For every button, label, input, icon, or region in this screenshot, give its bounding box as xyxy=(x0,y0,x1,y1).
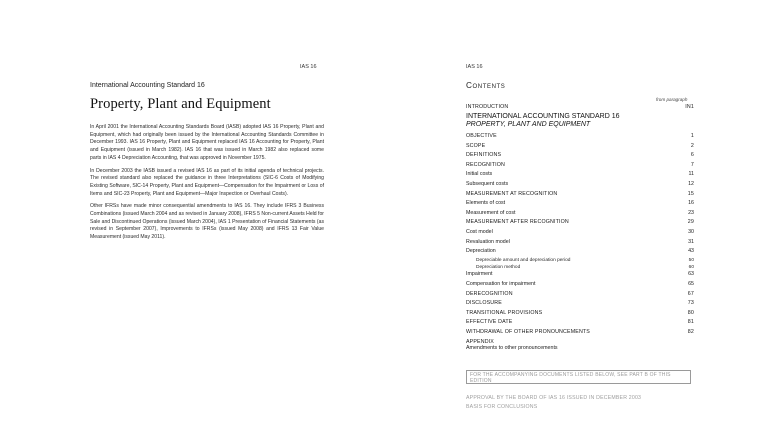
toc-label: Depreciation method xyxy=(476,264,521,270)
toc-paragraph: 65 xyxy=(688,280,694,287)
table-of-contents xyxy=(466,104,694,351)
toc-item[interactable] xyxy=(466,200,694,210)
toc-label: INTRODUCTION xyxy=(466,104,509,110)
toc-paragraph: 7 xyxy=(690,161,694,168)
toc-label: OBJECTIVE xyxy=(466,133,497,139)
toc-paragraph: 16 xyxy=(688,200,694,207)
toc-item-introduction[interactable] xyxy=(466,104,694,110)
toc-appendix-label[interactable]: APPENDIX xyxy=(466,339,494,346)
standard-heading-line-2: PROPERTY, PLANT AND EQUIPMENT xyxy=(466,121,591,128)
toc-label: Elements of cost xyxy=(466,200,506,207)
toc-item[interactable] xyxy=(466,219,694,229)
toc-paragraph: 11 xyxy=(688,171,694,178)
toc-label: Depreciable amount and depreciation period xyxy=(476,257,571,263)
toc-label: SCOPE xyxy=(466,142,486,149)
from-paragraph-label: from paragraph xyxy=(656,97,688,102)
toc-item[interactable] xyxy=(466,291,694,301)
intro-paragraph-2: In December 2003 the IASB issued a revised IAS 16 as part of its initial agenda of technical projects. The revised standard also replaced the guidance in three Interpretations (SIC-6 Costs of Modifying Existing Software, SIC-14 Property, Plant and Equipment—Compensation for the Impairment or Loss of Items and SIC-23 Property, Plant and Equipment—Major Inspection or Overhaul Costs). xyxy=(90,167,324,197)
toc-label: DEFINITIONS xyxy=(466,152,502,159)
toc-item[interactable] xyxy=(466,310,694,320)
toc-label: Subsequent costs xyxy=(466,180,509,187)
toc-paragraph: 1 xyxy=(690,133,694,139)
toc-item[interactable] xyxy=(466,191,694,201)
intro-paragraph-3: Other IFRSs have made minor consequential amendments to IAS 16. They include IFRS 3 Business Combinations (issued March 2004 and as revised in January 2008), IFRS 5 Non-current Assets Held for Sale and Discontinued Operations (issued March 2004), IAS 1 Presentation of Financial Statements (as revised in September 2007), Improvements to IFRSs (issued May 2008) and IFRS 13 Fair Value Measurement (issued May 2011). xyxy=(90,203,324,241)
toc-item[interactable] xyxy=(466,171,694,181)
toc-paragraph: 82 xyxy=(687,328,694,335)
toc-label: Revaluation model xyxy=(466,238,510,245)
note-box: FOR THE ACCOMPANYING DOCUMENTS LISTED BELOW, SEE PART B OF THIS EDITION xyxy=(466,370,691,384)
toc-item[interactable] xyxy=(466,281,694,291)
toc-item[interactable] xyxy=(466,265,694,272)
toc-paragraph: 15 xyxy=(687,190,694,197)
contents-title: Contents xyxy=(466,81,506,90)
approval-line: APPROVAL BY THE BOARD OF IAS 16 ISSUED IN DECEMBER 2003 xyxy=(466,395,642,401)
toc-paragraph: IN1 xyxy=(685,104,694,110)
toc-paragraph: 29 xyxy=(687,219,694,226)
toc-paragraph: 80 xyxy=(687,309,694,316)
toc-paragraph: 63 xyxy=(688,271,694,278)
toc-paragraph: 50 xyxy=(688,257,694,263)
toc-item[interactable] xyxy=(466,181,694,191)
toc-item[interactable] xyxy=(466,271,694,281)
page-header-left: IAS 16 xyxy=(300,64,317,70)
standard-heading-line-1: INTERNATIONAL ACCOUNTING STANDARD 16 xyxy=(466,113,620,120)
toc-paragraph: 2 xyxy=(690,142,694,149)
toc-paragraph: 67 xyxy=(687,290,694,297)
toc-paragraph: 31 xyxy=(688,238,694,245)
toc-item[interactable] xyxy=(466,229,694,239)
toc-item[interactable] xyxy=(466,248,694,258)
toc-item[interactable] xyxy=(466,239,694,249)
standard-heading xyxy=(466,113,694,129)
toc-paragraph: 43 xyxy=(688,248,694,255)
toc-paragraph: 81 xyxy=(687,319,694,326)
toc-label: MEASUREMENT AT RECOGNITION xyxy=(466,190,558,197)
toc-item[interactable] xyxy=(466,143,694,153)
toc-list xyxy=(466,133,694,338)
toc-item[interactable] xyxy=(466,329,694,339)
toc-paragraph: 12 xyxy=(688,180,694,187)
basis-line: BASIS FOR CONCLUSIONS xyxy=(466,404,538,410)
page-title: Property, Plant and Equipment xyxy=(90,96,271,112)
toc-item[interactable] xyxy=(466,162,694,172)
toc-label: Measurement of cost xyxy=(466,209,516,216)
toc-label: EFFECTIVE DATE xyxy=(466,319,513,326)
toc-paragraph: 6 xyxy=(690,152,694,159)
toc-label: TRANSITIONAL PROVISIONS xyxy=(466,309,543,316)
toc-paragraph: 23 xyxy=(688,209,694,216)
toc-item[interactable] xyxy=(466,258,694,265)
toc-label: Cost model xyxy=(466,228,493,235)
toc-item[interactable] xyxy=(466,300,694,310)
toc-label: DISCLOSURE xyxy=(466,300,502,307)
toc-label: Compensation for impairment xyxy=(466,280,536,287)
toc-label: WITHDRAWAL OF OTHER PRONOUNCEMENTS xyxy=(466,328,590,335)
toc-item[interactable] xyxy=(466,152,694,162)
page-header-right: IAS 16 xyxy=(466,64,483,70)
toc-label: MEASUREMENT AFTER RECOGNITION xyxy=(466,219,569,226)
toc-label: DERECOGNITION xyxy=(466,290,513,297)
toc-appendix-sub[interactable]: Amendments to other pronouncements xyxy=(466,345,558,352)
toc-item[interactable] xyxy=(466,319,694,329)
intro-paragraph-1: In April 2001 the International Accounting Standards Board (IASB) adopted IAS 16 Property, Plant and Equipment, which had originally been issued by the International Accounting Standards Committee in December 1993. IAS 16 Property, Plant and Equipment replaced IAS 16 Accounting for Property, Plant and Equipment (issued in March 1982). IAS 16 that was issued in March 1982 also replaced some parts in IAS 4 Depreciation Accounting, that was approved in November 1975. xyxy=(90,124,324,161)
toc-paragraph: 73 xyxy=(687,300,694,307)
toc-paragraph: 60 xyxy=(688,264,694,270)
toc-paragraph: 30 xyxy=(688,228,694,235)
toc-label: RECOGNITION xyxy=(466,161,506,168)
toc-label: Initial costs xyxy=(466,171,493,178)
toc-label: Depreciation xyxy=(466,248,496,255)
toc-item[interactable] xyxy=(466,133,694,143)
toc-label: Impairment xyxy=(466,271,493,278)
intro-text xyxy=(90,124,324,247)
toc-item[interactable] xyxy=(466,210,694,220)
standard-label: International Accounting Standard 16 xyxy=(90,82,205,89)
